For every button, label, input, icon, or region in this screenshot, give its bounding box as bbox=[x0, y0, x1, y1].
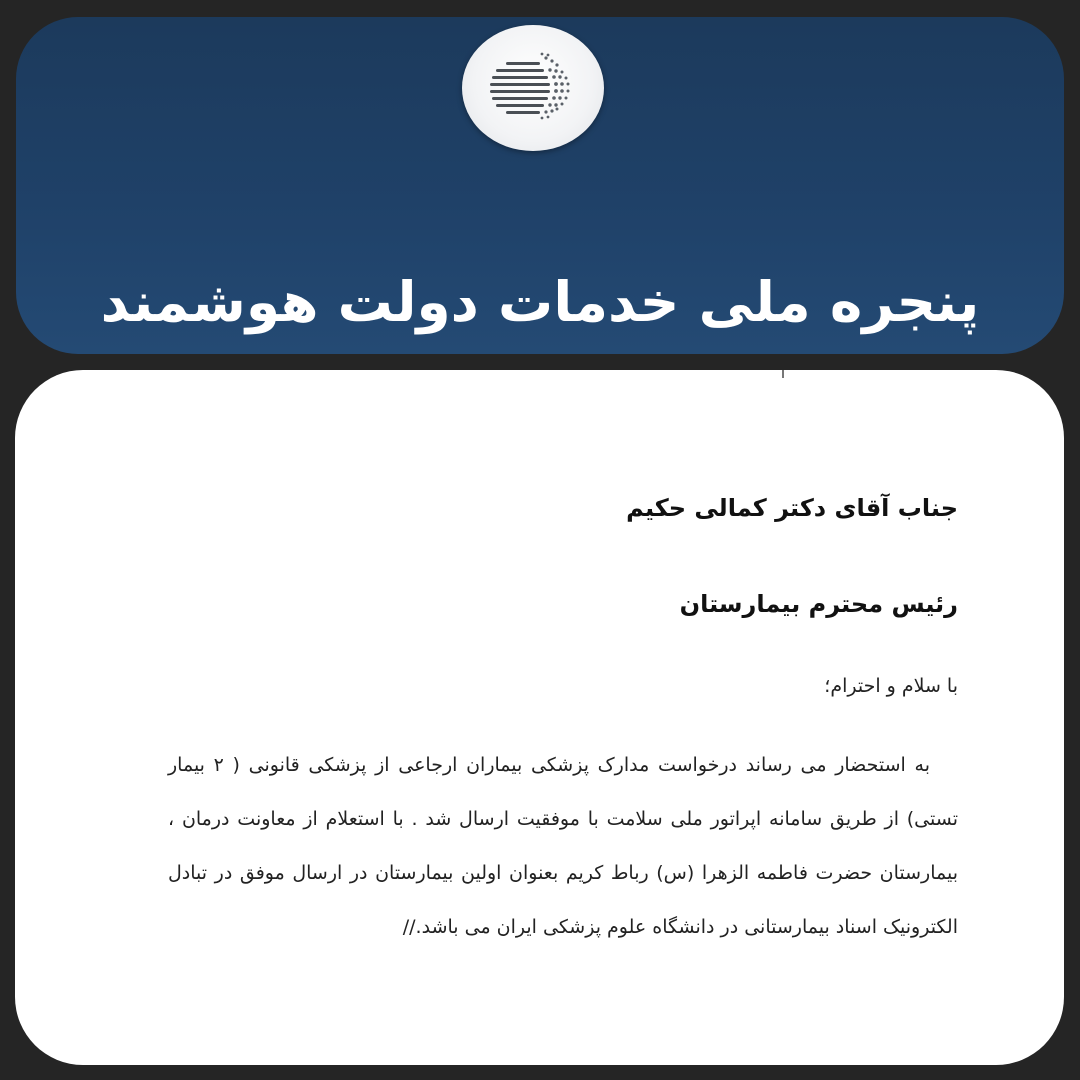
letter-document bbox=[15, 370, 1064, 1065]
banner-title: پنجره ملی خدمات دولت هوشمند bbox=[100, 270, 980, 334]
page-tick-mark bbox=[782, 370, 784, 378]
letter-recipient-position: رئیس محترم بیمارستان bbox=[679, 590, 958, 618]
letter-recipient: جناب آقای دکتر کمالی حکیم bbox=[626, 494, 958, 522]
globe-lines-icon bbox=[462, 25, 604, 151]
letter-body: به استحضار می رساند درخواست مدارک پزشکی بیماران ارجاعی از پزشکی قانونی ( ۲ بیمار تستی) از طریق سامانه اپراتور ملی سلامت با موفقیت ارسال شد . با استعلام از معاونت درمان ، بیمارستان حضرت فاطمه الزهرا (س) رباط کریم بعنوان اولین بیمارستان در ارسال موفق در تبادل الکترونیک اسناد بیمارستانی در دانشگاه علوم پزشکی ایران می باشد.// bbox=[168, 754, 958, 938]
letter-salutation: با سلام و احترام؛ bbox=[824, 675, 958, 697]
header-banner bbox=[16, 17, 1064, 354]
logo-graphic bbox=[462, 25, 604, 151]
